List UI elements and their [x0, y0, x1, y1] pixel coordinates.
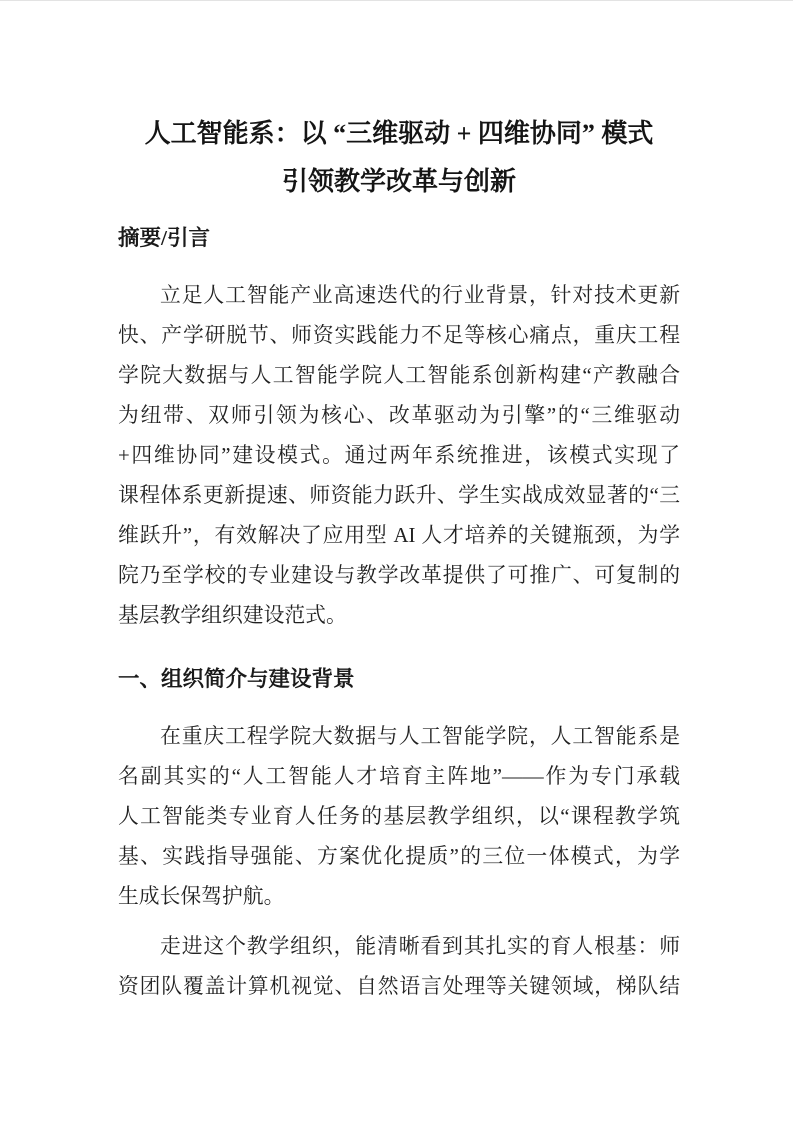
document-title [118, 110, 680, 206]
section-heading: 摘要/引言 [118, 226, 210, 250]
text-line: 资团队覆盖计算机视觉、自然语言处理等关键领域，梯队结 [118, 975, 680, 998]
text-line: 课程体系更新提速、师资能力跃升、学生实战成效显著的“三 [118, 484, 680, 507]
text-line: 立足人工智能产业高速迭代的行业背景，针对技术更新 [160, 284, 680, 307]
text-line: 走进这个教学组织，能清晰看到其扎实的育人根基：师 [160, 935, 680, 958]
text-line: 在重庆工程学院大数据与人工智能学院，人工智能系是 [160, 725, 680, 748]
text-line: 基层教学组织建设范式。 [118, 604, 347, 627]
section-heading: 一、组织简介与建设背景 [118, 667, 355, 691]
text-line: 生成长保驾护航。 [118, 885, 285, 908]
text-line: 快、产学研脱节、师资实践能力不足等核心痛点，重庆工程 [118, 324, 680, 347]
text-line: 为纽带、双师引领为核心、改革驱动为引擎”的“三维驱动 [118, 404, 680, 427]
document-body [118, 218, 680, 1007]
text-line: 基、实践指导强能、方案优化提质”的三位一体模式，为学 [118, 845, 680, 868]
text-line: 人工智能类专业育人任务的基层教学组织，以“课程教学筑 [118, 805, 680, 828]
text-line: +四维协同”建设模式。通过两年系统推进，该模式实现了 [118, 444, 680, 467]
page-top-edge [0, 0, 793, 1]
text-line: 维跃升”，有效解决了应用型 AI 人才培养的关键瓶颈，为学 [118, 524, 680, 547]
paragraph [118, 717, 680, 917]
text-line: 名副其实的“人工智能人才培育主阵地”——作为专门承载 [118, 765, 680, 788]
document-title-line-1: 人工智能系：以 “三维驱动 + 四维协同” 模式 [144, 119, 654, 148]
text-line: 院乃至学校的专业建设与教学改革提供了可推广、可复制的 [118, 564, 680, 587]
text-line: 学院大数据与人工智能学院人工智能系创新构建“产教融合 [118, 364, 680, 387]
paragraph [118, 927, 680, 1007]
paragraph [118, 276, 680, 636]
document-title-line-2: 引领教学改革与创新 [281, 167, 516, 196]
